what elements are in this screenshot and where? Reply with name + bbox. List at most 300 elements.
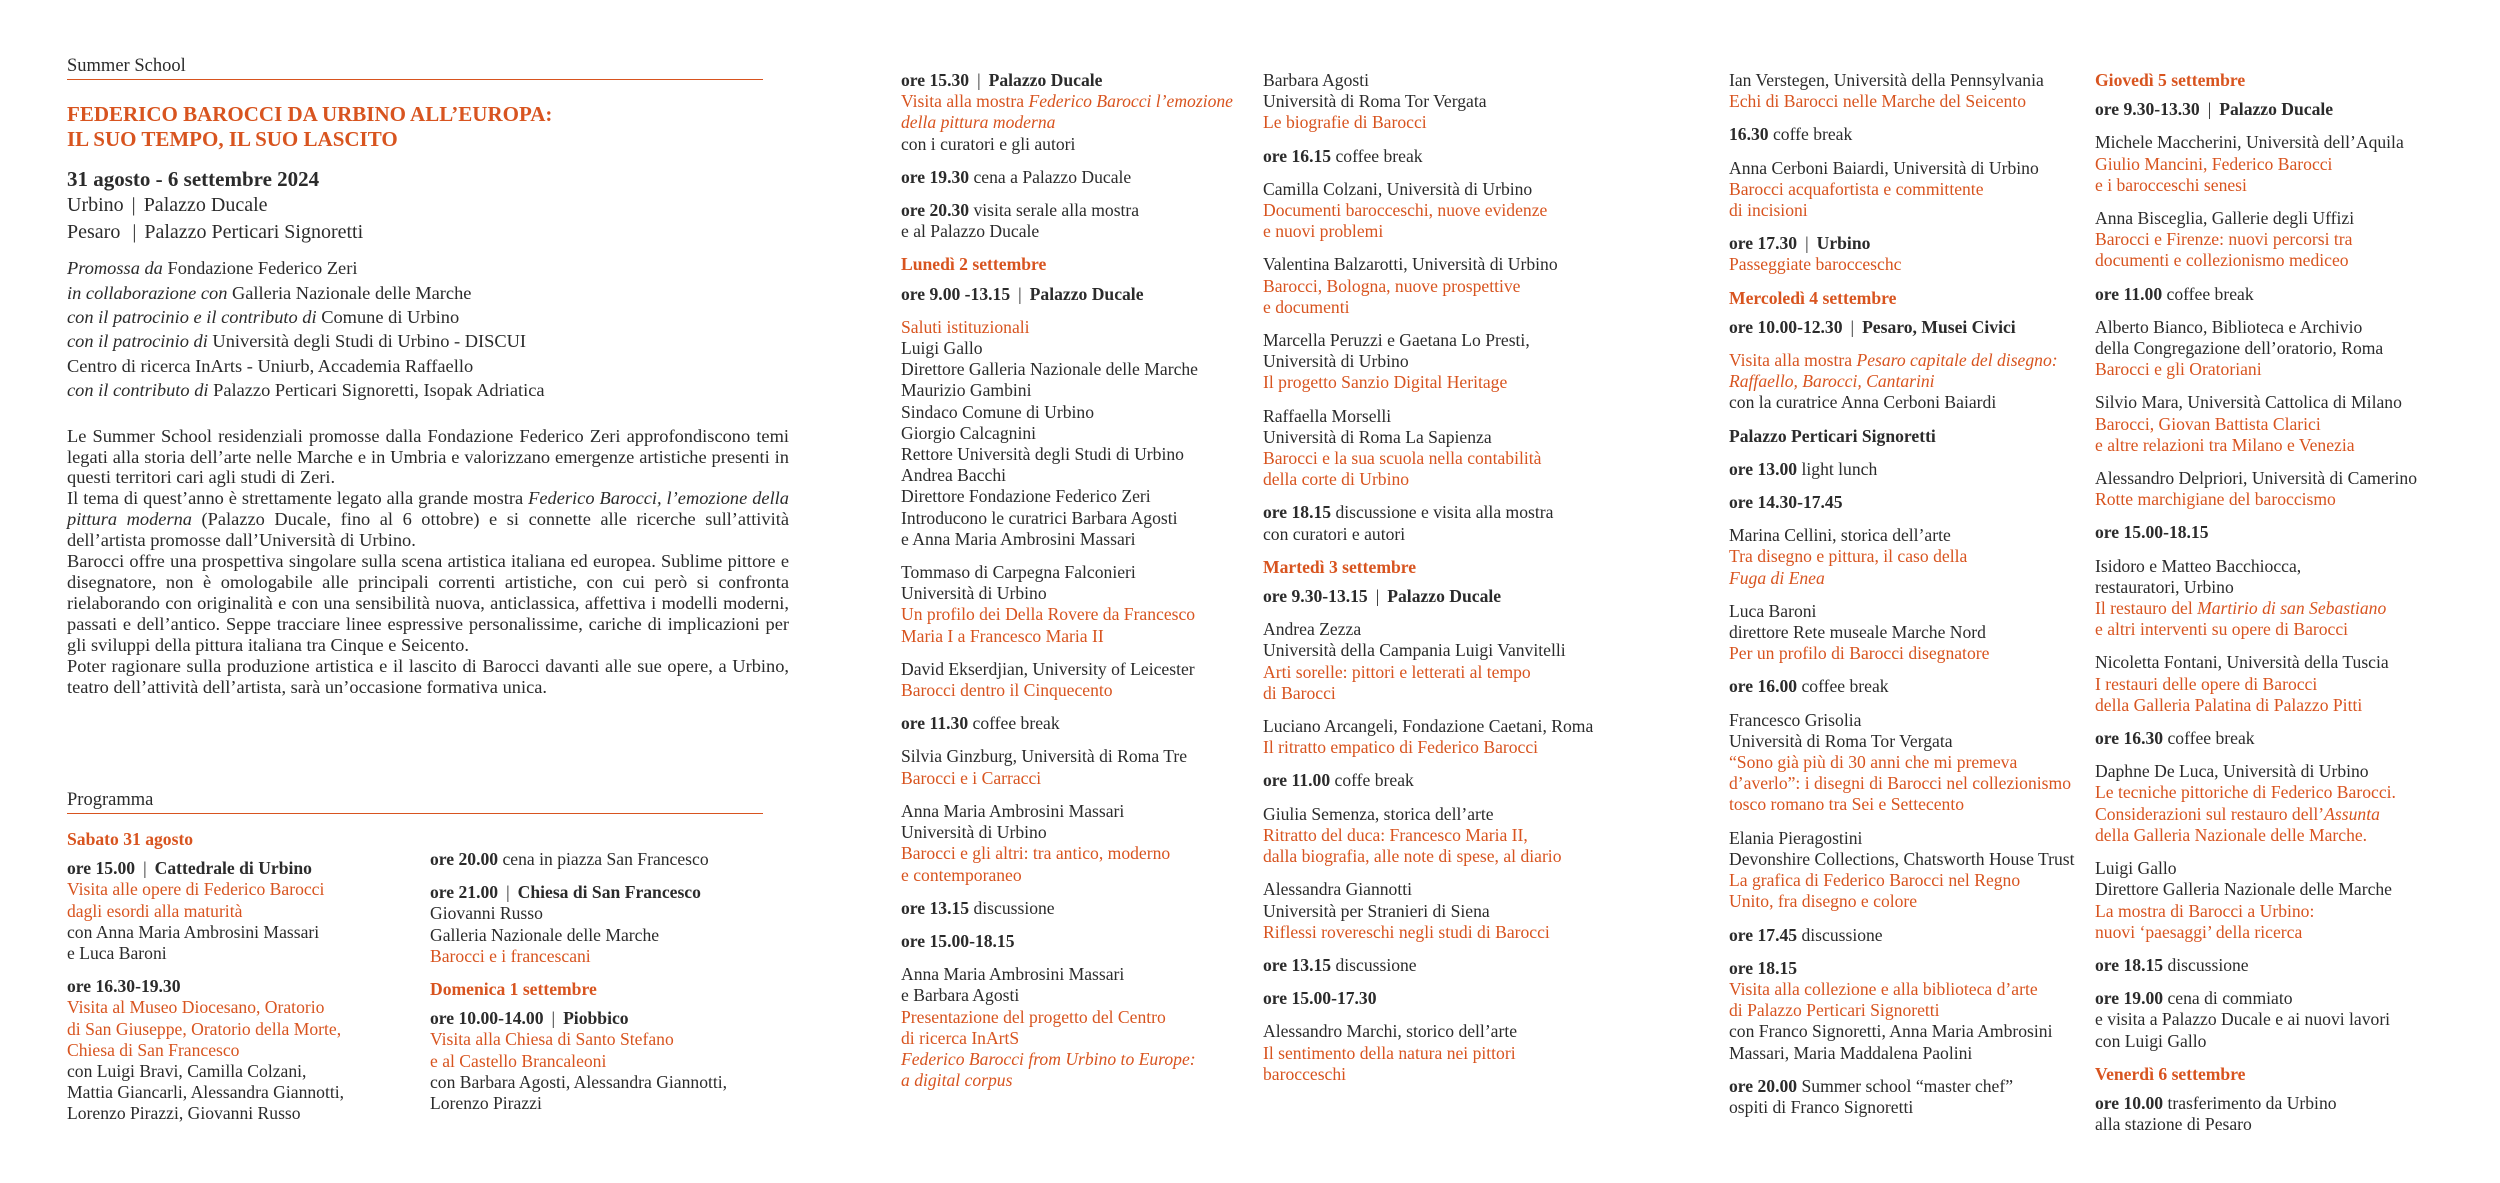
line-text: e al Castello Brancaleoni: [430, 1050, 607, 1071]
schedule-time-row: [2095, 99, 2485, 120]
line-text: con curatori e autori: [1263, 523, 1406, 544]
schedule-activity: coffee break: [1331, 145, 1423, 166]
line-text: e documenti: [1263, 296, 1350, 317]
schedule-time: ore 16.00: [1729, 676, 1798, 697]
schedule-time: ore 17.45: [1729, 924, 1798, 945]
line-text: Elania Pieragostini: [1729, 827, 1863, 848]
speaker-line: [2095, 317, 2485, 338]
line-text: Galleria Nazionale delle Marche: [430, 924, 660, 945]
schedule-time: ore 9.30-13.30: [2095, 99, 2200, 120]
schedule-time-row: [1263, 146, 1643, 167]
line-text: Barocci acquafortista e committente: [1729, 178, 1984, 199]
schedule-place: Palazzo Ducale: [2219, 99, 2334, 120]
schedule-block: [2095, 392, 2485, 456]
talk-title: [2095, 825, 2485, 846]
speaker-line: [1263, 427, 1643, 448]
day-heading: Lunedì 2 settembre: [901, 254, 1047, 275]
intro-column: [67, 56, 797, 697]
line-italic: della pittura moderna: [901, 112, 1056, 133]
schedule-place: Cattedrale di Urbino: [154, 858, 312, 879]
schedule-block: [1263, 879, 1643, 943]
line-text: “Sono già più di 30 anni che mi premeva: [1729, 752, 2018, 773]
talk-title: [1263, 1043, 1643, 1064]
speaker-line: [2095, 652, 2485, 673]
schedule-time-row: [1263, 770, 1643, 791]
schedule-time: ore 16.15: [1263, 145, 1332, 166]
schedule-block: [901, 713, 1241, 734]
speaker-line: [1263, 91, 1643, 112]
schedule-block: [1729, 710, 2109, 816]
line-text: Barocci dentro il Cinquecento: [901, 680, 1113, 701]
line-text: David Ekserdjian, University of Leicester: [901, 658, 1195, 679]
schedule-block: [901, 284, 1241, 305]
talk-title: [430, 1029, 770, 1050]
line-text: tosco romano tra Sei e Settecento: [1729, 794, 1964, 815]
programma-section: [67, 790, 763, 814]
schedule-block: [1729, 828, 2109, 913]
schedule-block: [1263, 586, 1643, 607]
schedule-block: [1263, 988, 1643, 1009]
speaker-line: [1729, 601, 2109, 622]
talk-title: [1729, 350, 2109, 371]
line-text: Michele Maccherini, Università dell’Aquila: [2095, 132, 2404, 153]
line-text: Università di Urbino: [901, 583, 1047, 604]
schedule-activity: coffee break: [2163, 728, 2255, 749]
schedule-time: ore 15.00-18.15: [2095, 522, 2209, 543]
credit-line: con il contributo di Palazzo Perticari Signoretti, Isopak Adriatica: [67, 380, 545, 401]
line-text: direttore Rete museale Marche Nord: [1729, 622, 1986, 643]
schedule-place: Urbino: [1816, 233, 1871, 254]
schedule-time: ore 16.30: [2095, 728, 2164, 749]
talk-title: [2095, 598, 2485, 619]
schedule-activity: discussione: [1331, 954, 1417, 975]
schedule-block: [2095, 1093, 2485, 1135]
separator: |: [143, 858, 147, 879]
line-text: Luigi Gallo: [901, 338, 983, 359]
talk-title: [2095, 414, 2485, 435]
speaker-line: [67, 1061, 407, 1082]
speaker-line: [1263, 524, 1643, 545]
credit-line: Promossa da Fondazione Federico Zeri: [67, 258, 358, 279]
schedule-activity: coffe break: [1768, 124, 1853, 145]
talk-title: [2095, 922, 2485, 943]
talk-title: [1729, 91, 2109, 112]
line-text: Università della Campania Luigi Vanvitelli: [1263, 640, 1566, 661]
schedule-activity: coffee break: [968, 713, 1060, 734]
schedule-block: [2095, 284, 2485, 305]
schedule-time: ore 9.30-13.15: [1263, 586, 1368, 607]
line-text: Per un profilo di Barocci disegnatore: [1729, 643, 1990, 664]
schedule-block: [901, 317, 1241, 550]
talk-title: [1729, 891, 2109, 912]
schedule-place: Piobbico: [563, 1008, 629, 1029]
programma-heading: Programma: [67, 790, 763, 814]
schedule-block: [2095, 858, 2485, 943]
schedule-time-row: [430, 849, 770, 870]
line-text: e nuovi problemi: [1263, 221, 1384, 242]
line-text: Echi di Barocci nelle Marche del Seicento: [1729, 91, 2027, 112]
speaker-line: [2095, 577, 2485, 598]
schedule-place: Palazzo Perticari Signoretti: [1729, 425, 1936, 446]
schedule-activity: discussione: [2163, 954, 2249, 975]
talk-title: [2095, 154, 2485, 175]
speaker-line: [1729, 622, 2109, 643]
talk-title: [1263, 922, 1643, 943]
schedule-time: ore 15.00-18.15: [901, 930, 1015, 951]
line-text: Università di Urbino: [901, 822, 1047, 843]
speaker-line: [901, 486, 1241, 507]
talk-title: [901, 1049, 1241, 1070]
program-column-1a: [67, 829, 407, 1137]
schedule-time-row: [1729, 317, 2109, 338]
schedule-time: ore 13.15: [901, 897, 970, 918]
schedule-block: [901, 167, 1241, 188]
line-text: Direttore Galleria Nazionale delle Marche: [901, 359, 1198, 380]
schedule-block: [1263, 716, 1643, 758]
speaker-line: [1263, 879, 1643, 900]
line-text: Un profilo dei Della Rovere da Francesco: [901, 604, 1196, 625]
line-text: Università di Roma Tor Vergata: [1263, 91, 1487, 112]
schedule-time-row: [1729, 233, 2109, 254]
talk-title: [1263, 683, 1643, 704]
line-text: Rotte marchigiane del baroccismo: [2095, 489, 2336, 510]
line-text: e altri interventi su opere di Barocci: [2095, 619, 2349, 640]
speaker-line: [430, 925, 770, 946]
line-text: Direttore Fondazione Federico Zeri: [901, 486, 1151, 507]
schedule-block: [1263, 179, 1643, 243]
schedule-block: [430, 849, 770, 870]
talk-title: [2095, 695, 2485, 716]
line-text: Università di Urbino: [1263, 351, 1409, 372]
line-text: Tra disegno e pittura, il caso della: [1729, 546, 1968, 567]
schedule-time-row: [1263, 955, 1643, 976]
talk-title: [901, 626, 1241, 647]
line-text: Barocci e gli Oratoriani: [2095, 359, 2262, 380]
speaker-line: [2095, 132, 2485, 153]
talk-title: [67, 1040, 407, 1061]
line-text: Francesco Grisolia: [1729, 709, 1862, 730]
talk-title: [1729, 179, 2109, 200]
program-column-1b: [430, 849, 770, 1126]
line-text: della corte di Urbino: [1263, 469, 1410, 490]
line-text: Sindaco Comune di Urbino: [901, 401, 1095, 422]
line-text: Luigi Gallo: [2095, 858, 2177, 879]
schedule-time: ore 11.00: [2095, 283, 2163, 304]
schedule-block: [1263, 70, 1643, 134]
line-text: Barocci e gli altri: tra antico, moderno: [901, 843, 1171, 864]
schedule-time: ore 15.00-17.30: [1263, 988, 1377, 1009]
schedule-activity: coffee break: [1797, 676, 1889, 697]
line-text: Anna Maria Ambrosini Massari: [901, 800, 1125, 821]
separator: |: [1018, 283, 1022, 304]
schedule-block: [1263, 1021, 1643, 1085]
day-heading: Domenica 1 settembre: [430, 979, 597, 1000]
schedule-time-row: [67, 976, 407, 997]
schedule-time-row: [1729, 925, 2109, 946]
line-text: Giorgio Calcagnini: [901, 422, 1037, 443]
line-text: Mattia Giancarli, Alessandra Giannotti,: [67, 1082, 345, 1103]
intro-paragraph: Il tema di quest’anno è strettamente legato alla grande mostra Federico Barocci, l’emozione della pittura moderna (Palazzo Ducale, fino al 6 ottobre) e si connette alle ricerche sull’attività dell’artista promosse dall’Università di Urbino.: [67, 488, 789, 551]
speaker-line: [901, 380, 1241, 401]
line-text: della Galleria Nazionale delle Marche.: [2095, 824, 2368, 845]
schedule-block: [2095, 522, 2485, 543]
speaker-line: [1263, 619, 1643, 640]
line-text: Lorenzo Pirazzi: [430, 1093, 542, 1114]
speaker-line: [901, 985, 1241, 1006]
talk-title: [1263, 825, 1643, 846]
line-text: Silvio Mara, Università Cattolica di Milano: [2095, 392, 2402, 413]
line-text: Documenti barocceschi, nuove evidenze: [1263, 200, 1548, 221]
line-text: Le biografie di Barocci: [1263, 112, 1427, 133]
speaker-line: [2095, 556, 2485, 577]
schedule-block: [1729, 925, 2109, 946]
day-heading: Mercoledì 4 settembre: [1729, 287, 1897, 308]
line-text: e visita a Palazzo Ducale e ai nuovi lavori: [2095, 1009, 2391, 1030]
line-text: dagli esordi alla maturità: [67, 900, 243, 921]
talk-title: [1729, 773, 2109, 794]
line-text: Alessandro Delpriori, Università di Camerino: [2095, 468, 2417, 489]
schedule-block: [1263, 406, 1643, 491]
schedule-block: [1729, 426, 2109, 447]
schedule-time: ore 18.15: [2095, 954, 2164, 975]
speaker-line: [1263, 901, 1643, 922]
line-text: Riflessi rovereschi negli studi di Barocci: [1263, 921, 1550, 942]
schedule-time: ore 20.00: [1729, 1075, 1798, 1096]
talk-title: [2095, 782, 2485, 803]
line-text: con i curatori e gli autori: [901, 133, 1076, 154]
event-dates: 31 agosto - 6 settembre 2024: [67, 167, 320, 192]
talk-title: [67, 1019, 407, 1040]
talk-title: [1263, 846, 1643, 867]
line-text: Il sentimento della natura nei pittori: [1263, 1042, 1516, 1063]
schedule-block: [1263, 770, 1643, 791]
schedule-time-row: [2095, 522, 2485, 543]
schedule-block: [1729, 70, 2109, 112]
line-text: con la curatrice Anna Cerboni Baiardi: [1729, 392, 1997, 413]
talk-title: [901, 865, 1241, 886]
schedule-block: [1263, 502, 1643, 544]
day-heading: Sabato 31 agosto: [67, 829, 194, 849]
schedule-block: [1263, 254, 1643, 318]
schedule-time-row: [2095, 988, 2485, 1009]
talk-title: [2095, 619, 2485, 640]
talk-title: [1263, 276, 1643, 297]
schedule-time-row: [901, 200, 1241, 221]
schedule-block: [2095, 652, 2485, 716]
program-column-2: [901, 70, 1241, 1103]
line-text: Barocci e i francescani: [430, 945, 591, 966]
schedule-time-row: [901, 713, 1241, 734]
talk-title: [901, 112, 1241, 133]
line-text: Marina Cellini, storica dell’arte: [1729, 525, 1951, 546]
speaker-line: [2095, 1031, 2485, 1052]
schedule-time: ore 14.30-17.45: [1729, 492, 1843, 513]
schedule-activity: light lunch: [1797, 458, 1878, 479]
line-text: Visita alla Chiesa di Santo Stefano: [430, 1029, 674, 1050]
line-text: e al Palazzo Ducale: [901, 221, 1040, 242]
talk-title: [1263, 469, 1643, 490]
speaker-line: [430, 1072, 770, 1093]
talk-title: [2095, 435, 2485, 456]
credits-list: [67, 256, 797, 402]
speaker-line: [1729, 1021, 2109, 1042]
talk-title: [1263, 297, 1643, 318]
line-text: Il ritratto empatico di Federico Barocci: [1263, 737, 1539, 758]
line-text: alla stazione di Pesaro: [2095, 1114, 2252, 1135]
line-text: barocceschi: [1263, 1063, 1347, 1084]
line-text: e Luca Baroni: [67, 943, 167, 964]
line-text: Alessandra Giannotti: [1263, 879, 1413, 900]
line-text: Università di Roma Tor Vergata: [1729, 730, 1953, 751]
schedule-place: Chiesa di San Francesco: [517, 882, 701, 903]
speaker-line: [430, 1093, 770, 1114]
schedule-block: [2095, 208, 2485, 272]
line-text: Barocci e i Carracci: [901, 767, 1042, 788]
schedule-activity: discussione: [969, 897, 1055, 918]
schedule-activity: coffe break: [1330, 770, 1414, 791]
line-text: Il restauro del: [2095, 598, 2198, 619]
line-text: Massari, Maria Maddalena Paolini: [1729, 1042, 1973, 1063]
line-text: Chiesa di San Francesco: [67, 1039, 240, 1060]
line-text: Ian Verstegen, Università della Pennsylvania: [1729, 70, 2044, 90]
schedule-time: ore 17.30: [1729, 233, 1798, 254]
event-title-line2: IL SUO TEMPO, IL SUO LASCITO: [67, 127, 398, 152]
schedule-time: ore 9.00 -13.15: [901, 283, 1011, 304]
talk-title: [1263, 112, 1643, 133]
schedule-block: [901, 746, 1241, 788]
schedule-block: [1263, 804, 1643, 868]
schedule-block: [430, 1008, 770, 1114]
talk-title: [1729, 1000, 2109, 1021]
schedule-block: [901, 70, 1241, 155]
intro-text: [67, 426, 789, 698]
speaker-line: [901, 746, 1241, 767]
talk-title: [1729, 546, 2109, 567]
schedule-time-row: [1263, 586, 1643, 607]
speaker-line: [901, 822, 1241, 843]
line-text: Tommaso di Carpegna Falconieri: [901, 562, 1136, 583]
speaker-line: [1263, 330, 1643, 351]
talk-title: [2095, 674, 2485, 695]
speaker-line: [901, 465, 1241, 486]
schedule-place: Palazzo Ducale: [988, 70, 1103, 90]
talk-title: [1729, 254, 2109, 275]
schedule-time-row: [1729, 1076, 2109, 1097]
schedule-activity: cena di commiato: [2163, 988, 2293, 1009]
schedule-block: [2095, 468, 2485, 510]
line-text: Anna Maria Ambrosini Massari: [901, 964, 1125, 985]
line-text: Maria I a Francesco Maria II: [901, 625, 1104, 646]
line-italic: a digital corpus: [901, 1070, 1013, 1091]
schedule-block: [67, 858, 407, 964]
speaker-line: [1729, 710, 2109, 731]
line-italic: Assunta: [2324, 803, 2380, 824]
schedule-time-row: [67, 858, 407, 879]
speaker-line: [1263, 254, 1643, 275]
line-text: della Congregazione dell’oratorio, Roma: [2095, 338, 2384, 359]
line-text: Daphne De Luca, Università di Urbino: [2095, 761, 2369, 782]
line-text: Saluti istituzionali: [901, 316, 1030, 337]
line-text: con Anna Maria Ambrosini Massari: [67, 921, 320, 942]
schedule-time: ore 16.30-19.30: [67, 976, 181, 997]
line-text: Marcella Peruzzi e Gaetana Lo Presti,: [1263, 330, 1530, 351]
schedule-block: [1729, 1076, 2109, 1118]
speaker-line: [1729, 731, 2109, 752]
line-text: Ritratto del duca: Francesco Maria II,: [1263, 824, 1528, 845]
separator: |: [977, 70, 981, 90]
line-italic: Pesaro capitale del disegno:: [1856, 350, 2058, 371]
talk-title: [901, 1070, 1241, 1091]
speaker-line: [2095, 208, 2485, 229]
line-text: di Barocci: [1263, 682, 1336, 703]
speaker-line: [901, 529, 1241, 550]
schedule-place: Palazzo Ducale: [1029, 283, 1144, 304]
schedule-block: [2095, 556, 2485, 641]
separator: |: [1805, 233, 1809, 254]
speaker-line: [67, 1082, 407, 1103]
schedule-block: [1729, 459, 2109, 480]
line-text: Visita alle opere di Federico Barocci: [67, 879, 325, 900]
line-text: Barocci e la sua scuola nella contabilità: [1263, 448, 1542, 469]
speaker-line: [901, 444, 1241, 465]
talk-title: [2095, 359, 2485, 380]
schedule-time-row: [1263, 988, 1643, 1009]
schedule-activity: discussione: [1797, 924, 1883, 945]
schedule-place: Palazzo Ducale: [1387, 586, 1502, 607]
schedule-block: [2095, 99, 2485, 120]
schedule-time-row: [430, 882, 770, 903]
speaker-line: [67, 1103, 407, 1124]
line-text: Isidoro e Matteo Bacchiocca,: [2095, 555, 2302, 576]
schedule-block: [901, 898, 1241, 919]
schedule-block: [430, 882, 770, 967]
schedule-time: ore 18.15: [1729, 957, 1798, 978]
line-text: Anna Bisceglia, Gallerie degli Uffizi: [2095, 208, 2355, 229]
talk-title: [1263, 737, 1643, 758]
talk-title: [2095, 229, 2485, 250]
line-text: di incisioni: [1729, 200, 1808, 221]
schedule-time: ore 19.30: [901, 166, 970, 187]
speaker-line: [901, 583, 1241, 604]
speaker-line: [67, 922, 407, 943]
line-text: Alessandro Marchi, storico dell’arte: [1263, 1021, 1518, 1042]
line-text: Barocci, Giovan Battista Clarici: [2095, 413, 2321, 434]
schedule-block: [2095, 132, 2485, 196]
line-text: Introducono le curatrici Barbara Agosti: [901, 507, 1178, 528]
speaker-line: [1729, 392, 2109, 413]
line-italic: Federico Barocci from Urbino to Europe:: [901, 1048, 1196, 1069]
schedule-time: ore 20.00: [430, 849, 499, 869]
speaker-line: [2095, 858, 2485, 879]
schedule-time: ore 18.15: [1263, 502, 1332, 523]
schedule-block: [901, 801, 1241, 886]
schedule-block: [1729, 317, 2109, 338]
talk-title: [2095, 804, 2485, 825]
schedule-time-row: [901, 167, 1241, 188]
speaker-line: [901, 659, 1241, 680]
speaker-line: [901, 221, 1241, 242]
line-text: Devonshire Collections, Chatsworth House Trust: [1729, 848, 2075, 869]
program-column-3: [1263, 70, 1643, 1097]
schedule-block: [2095, 955, 2485, 976]
schedule-activity: visita serale alla mostra: [969, 200, 1140, 221]
line-text: Nicoletta Fontani, Università della Tuscia: [2095, 652, 2389, 673]
schedule-time-row: [2095, 728, 2485, 749]
schedule-block: [2095, 317, 2485, 381]
schedule-time: ore 13.00: [1729, 458, 1798, 479]
talk-title: [1729, 643, 2109, 664]
line-text: Considerazioni sul restauro dell’: [2095, 803, 2325, 824]
